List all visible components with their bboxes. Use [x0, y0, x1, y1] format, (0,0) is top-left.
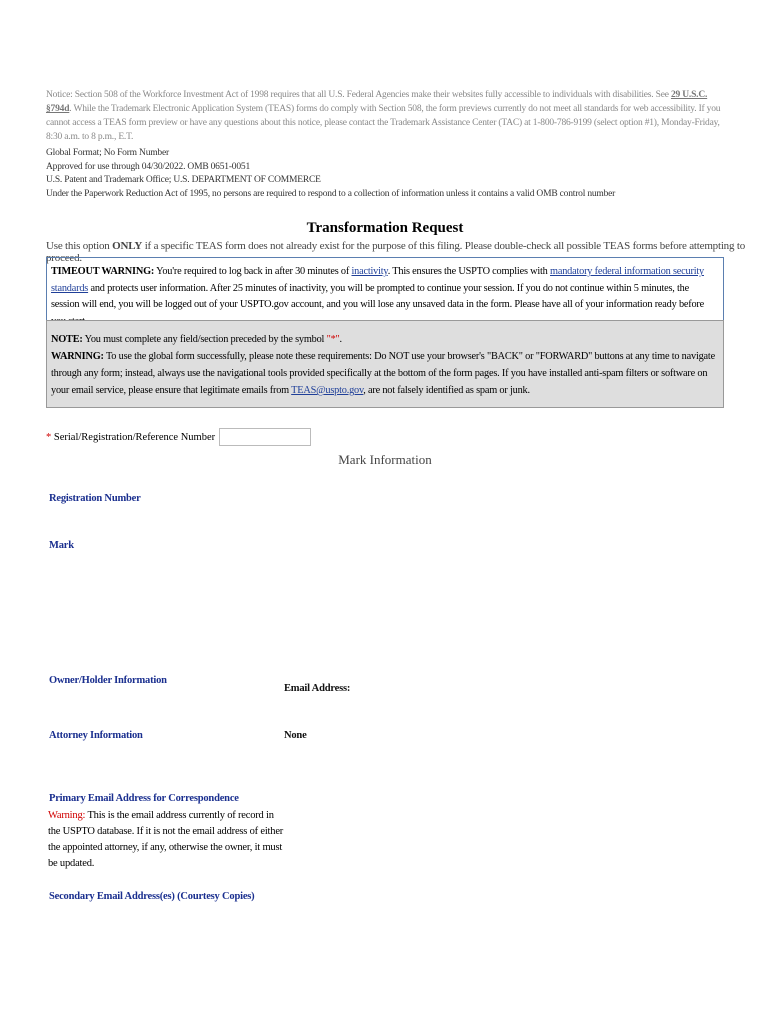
page-title: Transformation Request — [306, 220, 464, 236]
form-metadata — [46, 147, 615, 201]
security-standards-link[interactable]: mandatory federal information security standards — [51, 266, 704, 294]
meta-line-format: Global Format; No Form Number — [46, 148, 169, 158]
intro-bold: ONLY — [112, 240, 143, 252]
mark-information-heading: Mark Information — [338, 452, 432, 467]
intro-before: Use this option — [46, 240, 113, 252]
timeout-text-1: You're required to log back in after 30 minutes of — [154, 266, 352, 277]
warning-line — [51, 348, 719, 399]
usc-794d-link[interactable]: 29 U.S.C. §794d — [46, 90, 708, 114]
intro-after: if a specific TEAS form does not already exist for the purpose of this filing. Please double-check all possible TEAS forms before attempting to proceed. — [46, 240, 745, 264]
required-symbol: "*" — [326, 334, 340, 345]
mark-label: Mark — [49, 540, 74, 551]
note-text: You must complete any field/section preceded by the symbol — [82, 334, 327, 345]
warning-text-2: , are not falsely identified as spam or junk. — [363, 385, 530, 396]
serial-number-row — [46, 428, 311, 446]
timeout-text-2: . This ensures the USPTO complies with — [387, 266, 551, 277]
note-label: NOTE: — [51, 334, 83, 345]
notice-text-after: . While the Trademark Electronic Application System (TEAS) forms do comply with Section 508, the form previews currently do not meet all standards for web accessibility. If you cannot access a TEAS form preview or have any questions about this notice, please contact the Trademark Assistance Center (TAC) at 1-800-786-9199 (select option #1), Monday-Friday, 8:30 a.m. to 8 p.m., E.T. — [46, 104, 721, 142]
teas-email-link[interactable]: TEAS@uspto.gov — [291, 385, 364, 396]
meta-line-omb: Approved for use through 04/30/2022. OMB 0651-0051 — [46, 161, 250, 172]
primary-warning-text: This is the email address currently of record in the USPTO database. If it is not the email address of either the appointed attorney, if any, otherwise the owner, it must be updated. — [48, 810, 284, 869]
owner-holder-label: Owner/Holder Information — [49, 675, 167, 686]
primary-email-label: Primary Email Address for Correspondence — [49, 793, 239, 804]
meta-line-paperwork: Under the Paperwork Reduction Act of 1995, no persons are required to respond to a collection of information unless it contains a valid OMB control number — [46, 188, 616, 199]
serial-number-input[interactable] — [219, 428, 311, 446]
meta-line-office: U.S. Patent and Trademark Office; U.S. DEPARTMENT OF COMMERCE — [46, 175, 321, 186]
attorney-value: None — [284, 730, 307, 741]
attorney-information-label: Attorney Information — [49, 730, 143, 741]
registration-number-label: Registration Number — [49, 493, 141, 504]
note-end: . — [339, 334, 342, 345]
email-address-label: Email Address: — [284, 683, 351, 694]
note-warning-box — [46, 320, 724, 408]
inactivity-link[interactable]: inactivity — [351, 266, 388, 277]
notice-text-before: Notice: Section 508 of the Workforce Investment Act of 1998 requires that all U.S. Federal Agencies make their websites fully accessible to individuals with disabilities. See — [46, 90, 671, 100]
timeout-text-3: and protects user information. After 25 minutes of inactivity, you will be prompted to continue your session. If you do not continue within 5 minutes, the session will end, you will be logged out of your USPTO.gov account, and you will lose any unsaved data in the form. Please have all of your information ready before — [51, 282, 705, 310]
warning-text-1: To use the global form successfully, please note these requirements: Do NOT use your browser's "BACK" or "FORWARD" buttons at any time to navigate through any form; instead, always use the navigational tools provided specifically at the bottom of the form pages. If you have installed anti-spam filters or software on your email service, please ensure that legitimate emails from — [51, 351, 715, 396]
primary-warning-label: Warning: — [48, 810, 86, 821]
timeout-label: TIMEOUT WARNING: — [51, 266, 155, 277]
secondary-email-label: Secondary Email Address(es) (Courtesy Copies) — [49, 891, 255, 902]
required-asterisk: * — [46, 431, 52, 443]
warning-label: WARNING: — [51, 351, 104, 362]
section-508-notice — [46, 88, 722, 144]
primary-email-warning — [48, 808, 284, 872]
serial-number-label: Serial/Registration/Reference Number — [53, 431, 216, 443]
note-line — [51, 331, 719, 348]
